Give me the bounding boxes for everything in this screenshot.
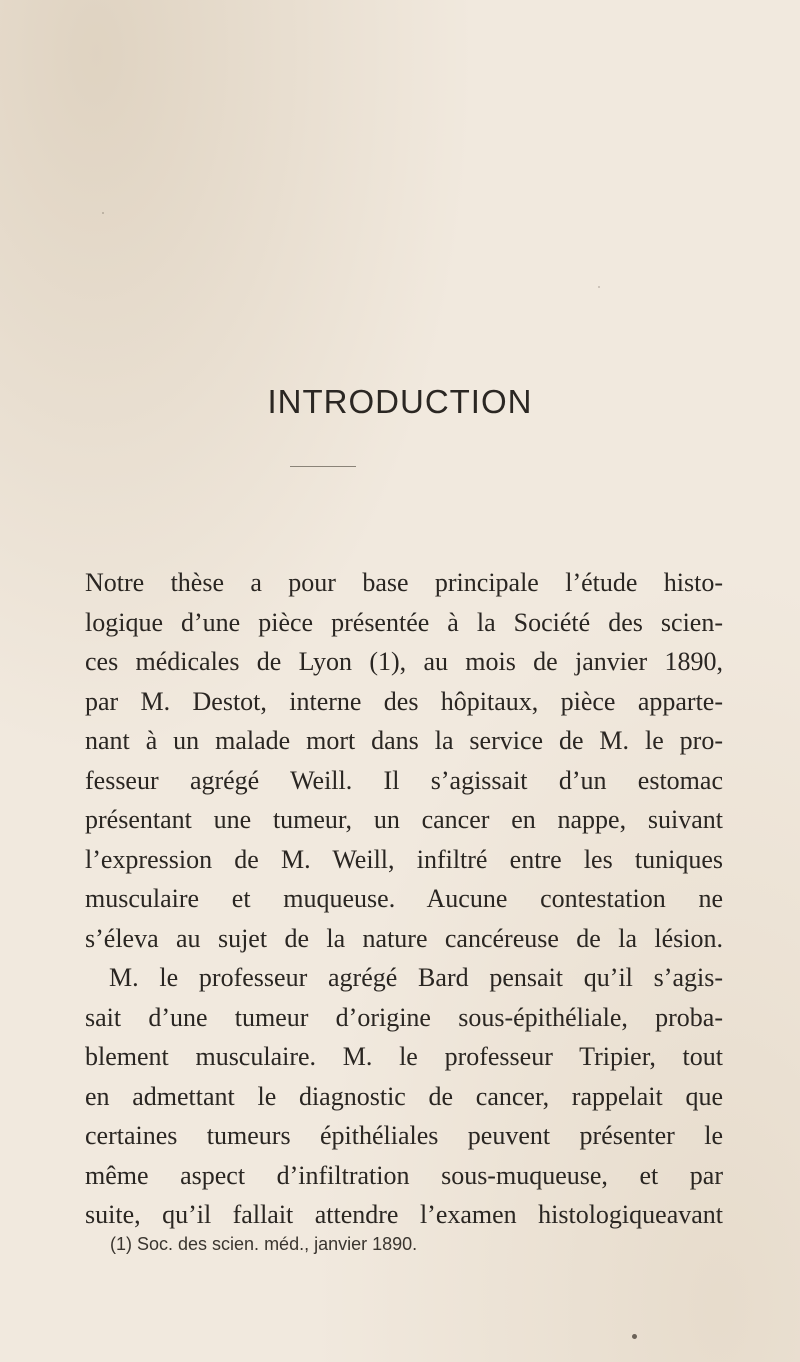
text-line: par M. Destot, interne des hôpitaux, pièce apparte- (85, 686, 723, 716)
paper-speck (598, 286, 600, 288)
page-title: INTRODUCTION (267, 383, 533, 420)
body-paragraph (85, 563, 723, 1235)
text-line: ces médicales de Lyon (1), au mois de janvier 1890, (85, 647, 723, 676)
text-line: musculaire et muqueuse. Aucune contestation ne (85, 884, 723, 913)
text-line: s’éleva au sujet de la nature cancéreuse de la lésion. (85, 923, 723, 953)
text-line: suite, qu’il fallait attendre l’examen histologiqueavant (85, 1200, 723, 1229)
text-line: présentant une tumeur, un cancer en nappe, suivant (85, 805, 723, 834)
text-line: logique d’une pièce présentée à la Société des scien- (85, 607, 723, 637)
paper-speck (632, 1334, 637, 1339)
text-line: fesseur agrégé Weill. Il s’agissait d’un estomac (85, 765, 723, 795)
footnote: (1) Soc. des scien. méd., janvier 1890. (110, 1234, 418, 1254)
title-divider (290, 466, 356, 467)
text-line: en admettant le diagnostic de cancer, rappelait que (85, 1081, 723, 1111)
text-line: certaines tumeurs épithéliales peuvent présenter le (85, 1121, 723, 1150)
text-line: Notre thèse a pour base principale l’étude histo- (85, 568, 723, 597)
text-line: nant à un malade mort dans la service de M. le pro- (85, 726, 723, 755)
text-line: l’expression de M. Weill, infiltré entre les tuniques (85, 844, 723, 874)
text-line: sait d’une tumeur d’origine sous-épithéliale, proba- (85, 1002, 723, 1032)
text-line: M. le professeur agrégé Bard pensait qu’il s’agis- (109, 963, 723, 992)
text-line: blement musculaire. M. le professeur Tripier, tout (85, 1042, 723, 1071)
paper-speck (102, 212, 104, 214)
text-line: même aspect d’infiltration sous-muqueuse, et par (85, 1160, 723, 1190)
